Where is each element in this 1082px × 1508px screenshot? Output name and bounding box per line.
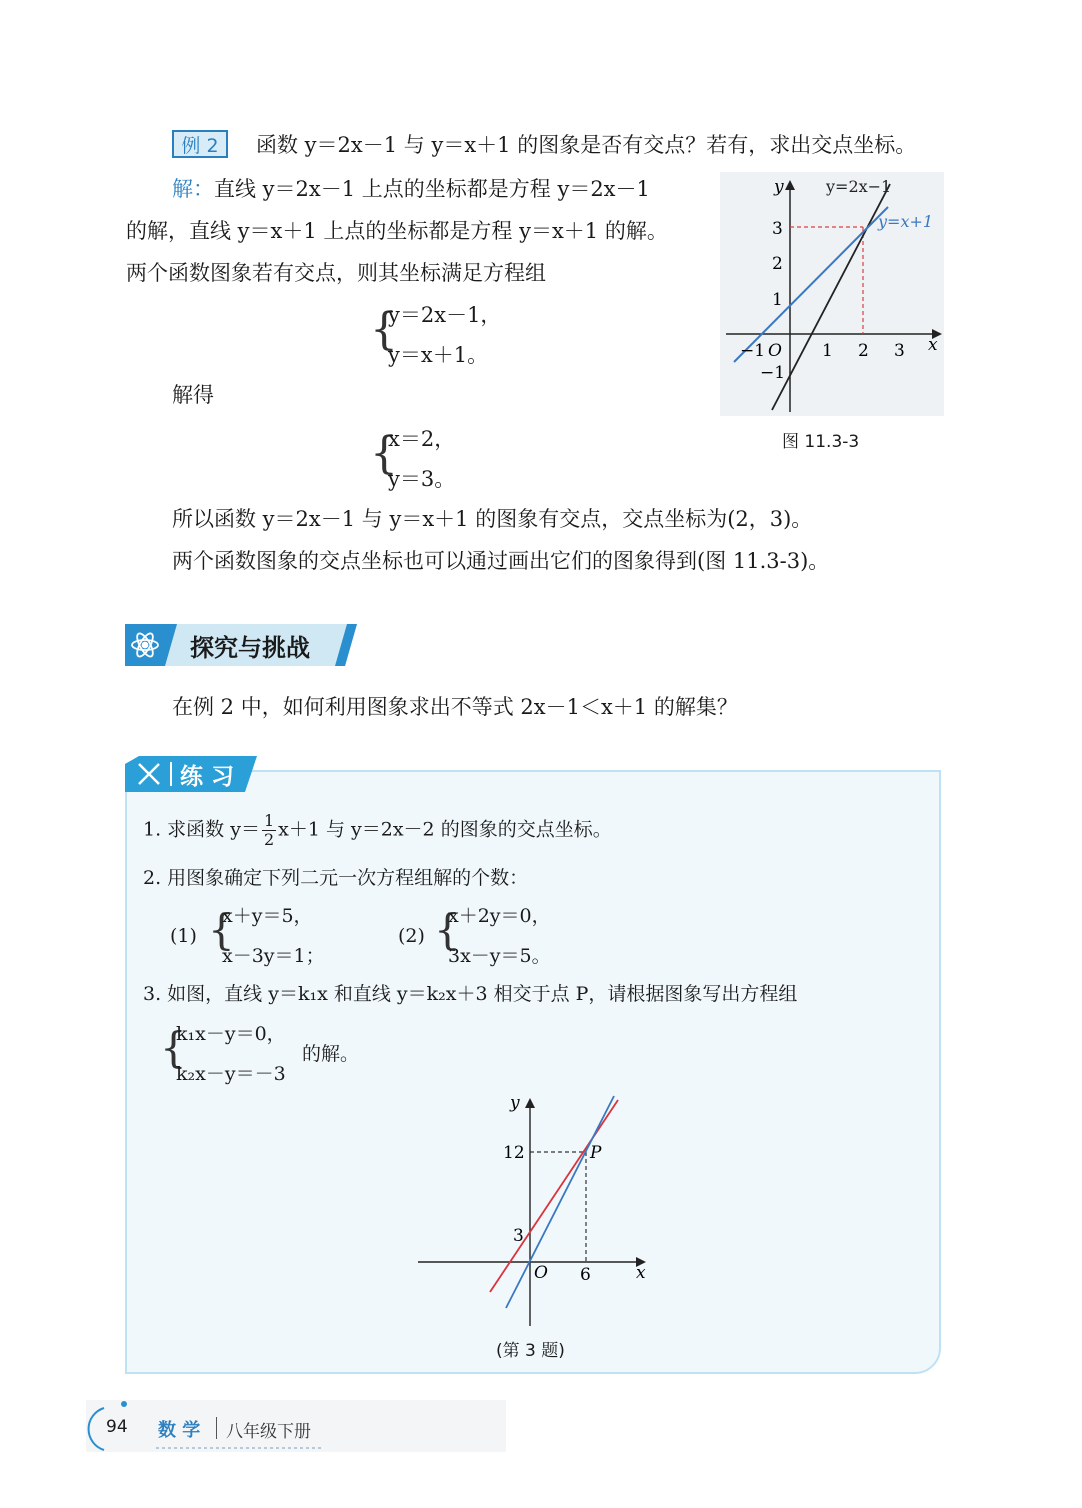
fig-origin: O xyxy=(534,1263,548,1283)
x-tick-1: 1 xyxy=(822,341,833,361)
q2a-eq2: x－3y＝1； xyxy=(222,945,325,967)
explore-title: 探究与挑战 xyxy=(190,634,310,662)
system-brace: { xyxy=(370,304,398,355)
system-brace: { xyxy=(434,905,461,954)
figure-caption: 图 11.3-3 xyxy=(782,432,860,452)
q3-tail: 的解。 xyxy=(302,1043,360,1065)
q1-prefix: 1. 求函数 y＝ xyxy=(143,818,260,841)
q3-eq2: k₂x－y＝－3 xyxy=(176,1063,286,1085)
system1-eq1: y＝2x－1， xyxy=(388,303,502,327)
fig-tick-6: 6 xyxy=(580,1265,591,1285)
q2a-eq1: x＋y＝5， xyxy=(222,905,313,927)
q2: 2. 用图象确定下列二元一次方程组解的个数： xyxy=(143,867,529,889)
origin-label: O xyxy=(768,341,782,361)
x-tick-neg1: −1 xyxy=(740,341,766,361)
solution-label: 解： xyxy=(172,177,214,201)
q1-numerator: 1 xyxy=(263,811,275,830)
system-brace: { xyxy=(208,905,235,954)
practice-title: 练 习 xyxy=(180,764,235,790)
grade-label: 八年级下册 xyxy=(226,1422,311,1442)
q3-figure xyxy=(410,1090,660,1330)
system2-eq2: y＝3。 xyxy=(388,467,456,491)
q1 xyxy=(143,812,612,849)
q2b-label: (2) xyxy=(398,925,425,947)
explore-question: 在例 2 中，如何利用图象求出不等式 2x－1＜x＋1 的解集？ xyxy=(172,695,738,719)
q1-denominator: 2 xyxy=(263,830,275,849)
y-axis-arrow xyxy=(525,1098,535,1108)
fig-y-label: y xyxy=(510,1093,520,1113)
y-tick-neg1: −1 xyxy=(760,363,786,383)
x-axis-label: x xyxy=(928,335,938,355)
figure-11-3-3 xyxy=(720,172,944,416)
q2b-eq2: 3x－y＝5。 xyxy=(448,945,551,967)
x-tick-3: 3 xyxy=(894,341,905,361)
solution-line-3: 两个函数图象若有交点，则其坐标满足方程组 xyxy=(126,261,546,285)
solve-label: 解得 xyxy=(172,383,214,407)
q3-figure-caption: (第 3 题) xyxy=(496,1341,565,1361)
conclusion-line-2: 两个函数图象的交点坐标也可以通过画出它们的图象得到(图 11.3-3)。 xyxy=(172,549,830,573)
line-b-label: y=x+1 xyxy=(878,212,934,231)
solution-line-1: 直线 y＝2x－1 上点的坐标都是方程 y＝2x－1 xyxy=(214,177,650,201)
y-tick-1: 1 xyxy=(772,290,783,310)
system2-eq1: x＝2， xyxy=(388,427,456,451)
y-tick-3: 3 xyxy=(772,219,783,239)
footer-divider xyxy=(216,1417,217,1439)
page-number: 94 xyxy=(106,1417,128,1437)
conclusion-line-1: 所以函数 y＝2x－1 与 y＝x＋1 的图象有交点，交点坐标为(2，3)。 xyxy=(172,507,813,531)
fig-x-label: x xyxy=(636,1263,646,1283)
q3-eq1: k₁x－y＝0， xyxy=(176,1023,286,1045)
line-k2x-plus-3 xyxy=(490,1100,618,1292)
fig-tick-3: 3 xyxy=(513,1226,524,1246)
system-brace: { xyxy=(160,1023,187,1072)
q2b-eq1: x＋2y＝0， xyxy=(448,905,551,927)
q2a-label: (1) xyxy=(170,925,197,947)
fig-tick-12: 12 xyxy=(503,1143,525,1163)
x-tick-2: 2 xyxy=(858,341,869,361)
line-k1x xyxy=(506,1096,614,1308)
q1-suffix: x＋1 与 y＝2x－2 的图象的交点坐标。 xyxy=(278,818,612,841)
y-tick-2: 2 xyxy=(772,254,783,274)
example-question: 函数 y＝2x－1 与 y＝x＋1 的图象是否有交点？若有，求出交点坐标。 xyxy=(256,133,917,157)
solution-line-2: 的解，直线 y＝x＋1 上点的坐标都是方程 y＝x＋1 的解。 xyxy=(126,219,668,243)
q3: 3. 如图，直线 y＝k₁x 和直线 y＝k₂x＋3 相交于点 P，请根据图象写出方程组 xyxy=(143,983,798,1005)
system1-eq2: y＝x＋1。 xyxy=(388,343,489,367)
line-a-label: y=2x−1 xyxy=(826,177,892,196)
system-brace: { xyxy=(370,428,398,479)
y-axis-label: y xyxy=(774,177,784,197)
example-tag: 例 2 xyxy=(172,130,228,158)
fig-point-p: P xyxy=(590,1143,602,1163)
subject-label: 数 学 xyxy=(158,1420,201,1441)
